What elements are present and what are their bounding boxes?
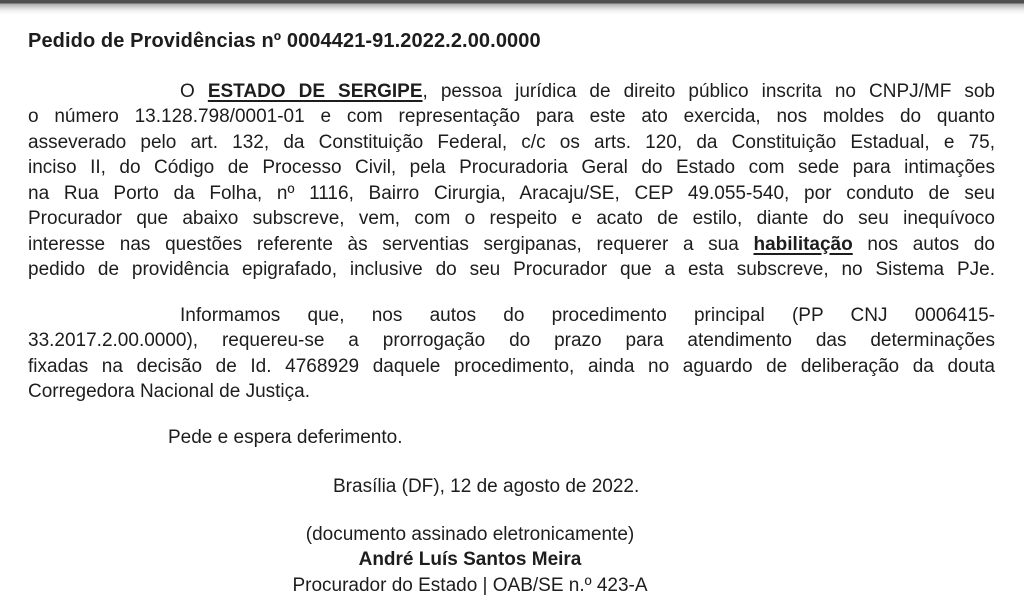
document-title: Pedido de Providências nº 0004421-91.2022.2.00.0000 — [28, 30, 541, 52]
text-line: Procurador que abaixo subscreve, vem, com o respeito e acato de estilo, diante do seu inequívoco — [28, 208, 995, 229]
document-content — [0, 29, 1024, 598]
paragraph-qualification — [28, 79, 995, 283]
party-name-emphasis: ESTADO DE SERGIPE — [207, 80, 423, 102]
line-text: interesse nas questões referente às serventias sergipanas, requerer a sua — [28, 233, 754, 255]
text-line: inciso II, do Código de Processo Civil, pela Procuradoria Geral do Estado com sede para intimações — [28, 157, 995, 178]
signature-name: André Luís Santos Meira — [358, 549, 582, 570]
habilitacao-emphasis: habilitação — [753, 233, 853, 255]
text-line — [28, 79, 995, 105]
line-text: O — [180, 80, 208, 102]
line-text: nos autos do — [852, 233, 995, 255]
text-line: o número 13.128.798/0001-01 e com representação para este ato exercida, nos moldes do quanto — [28, 106, 995, 127]
text-line: pedido de providência epigrafado, inclusive do seu Procurador que a esta subscreve, no Sistema PJe. — [28, 259, 995, 280]
closing-line: Pede e espera deferimento. — [168, 426, 403, 448]
text-line: 33.2017.2.00.0000), requereu-se a prorrogação do prazo para atendimento das determinações — [28, 330, 995, 351]
text-line: Corregedora Nacional de Justiça. — [28, 381, 310, 402]
text-line: Informamos que, nos autos do procedimento principal (PP CNJ 0006415- — [180, 304, 995, 326]
text-line — [28, 232, 995, 258]
text-line: na Rua Porto da Folha, nº 1116, Bairro Cirurgia, Aracaju/SE, CEP 49.055-540, por conduto de seu — [28, 182, 995, 204]
text-line: asseverado pelo art. 132, da Constituição Federal, c/c os arts. 120, da Constituição Estadual, e 75, — [28, 131, 995, 153]
page-top-shadow — [0, 0, 1024, 15]
text-line: fixadas na decisão de Id. 4768929 daquele procedimento, ainda no aguardo de deliberação da douta — [28, 355, 995, 377]
line-text: , pessoa jurídica de direito público inscrita no CNPJ/MF sob — [422, 80, 996, 102]
signature-electronic-note: (documento assinado eletronicamente) — [305, 523, 635, 545]
paragraph-information — [28, 303, 995, 405]
signature-role: Procurador do Estado | OAB/SE n.º 423-A — [292, 574, 648, 596]
signature-block — [28, 522, 912, 599]
date-line: Brasília (DF), 12 de agosto de 2022. — [333, 476, 640, 497]
